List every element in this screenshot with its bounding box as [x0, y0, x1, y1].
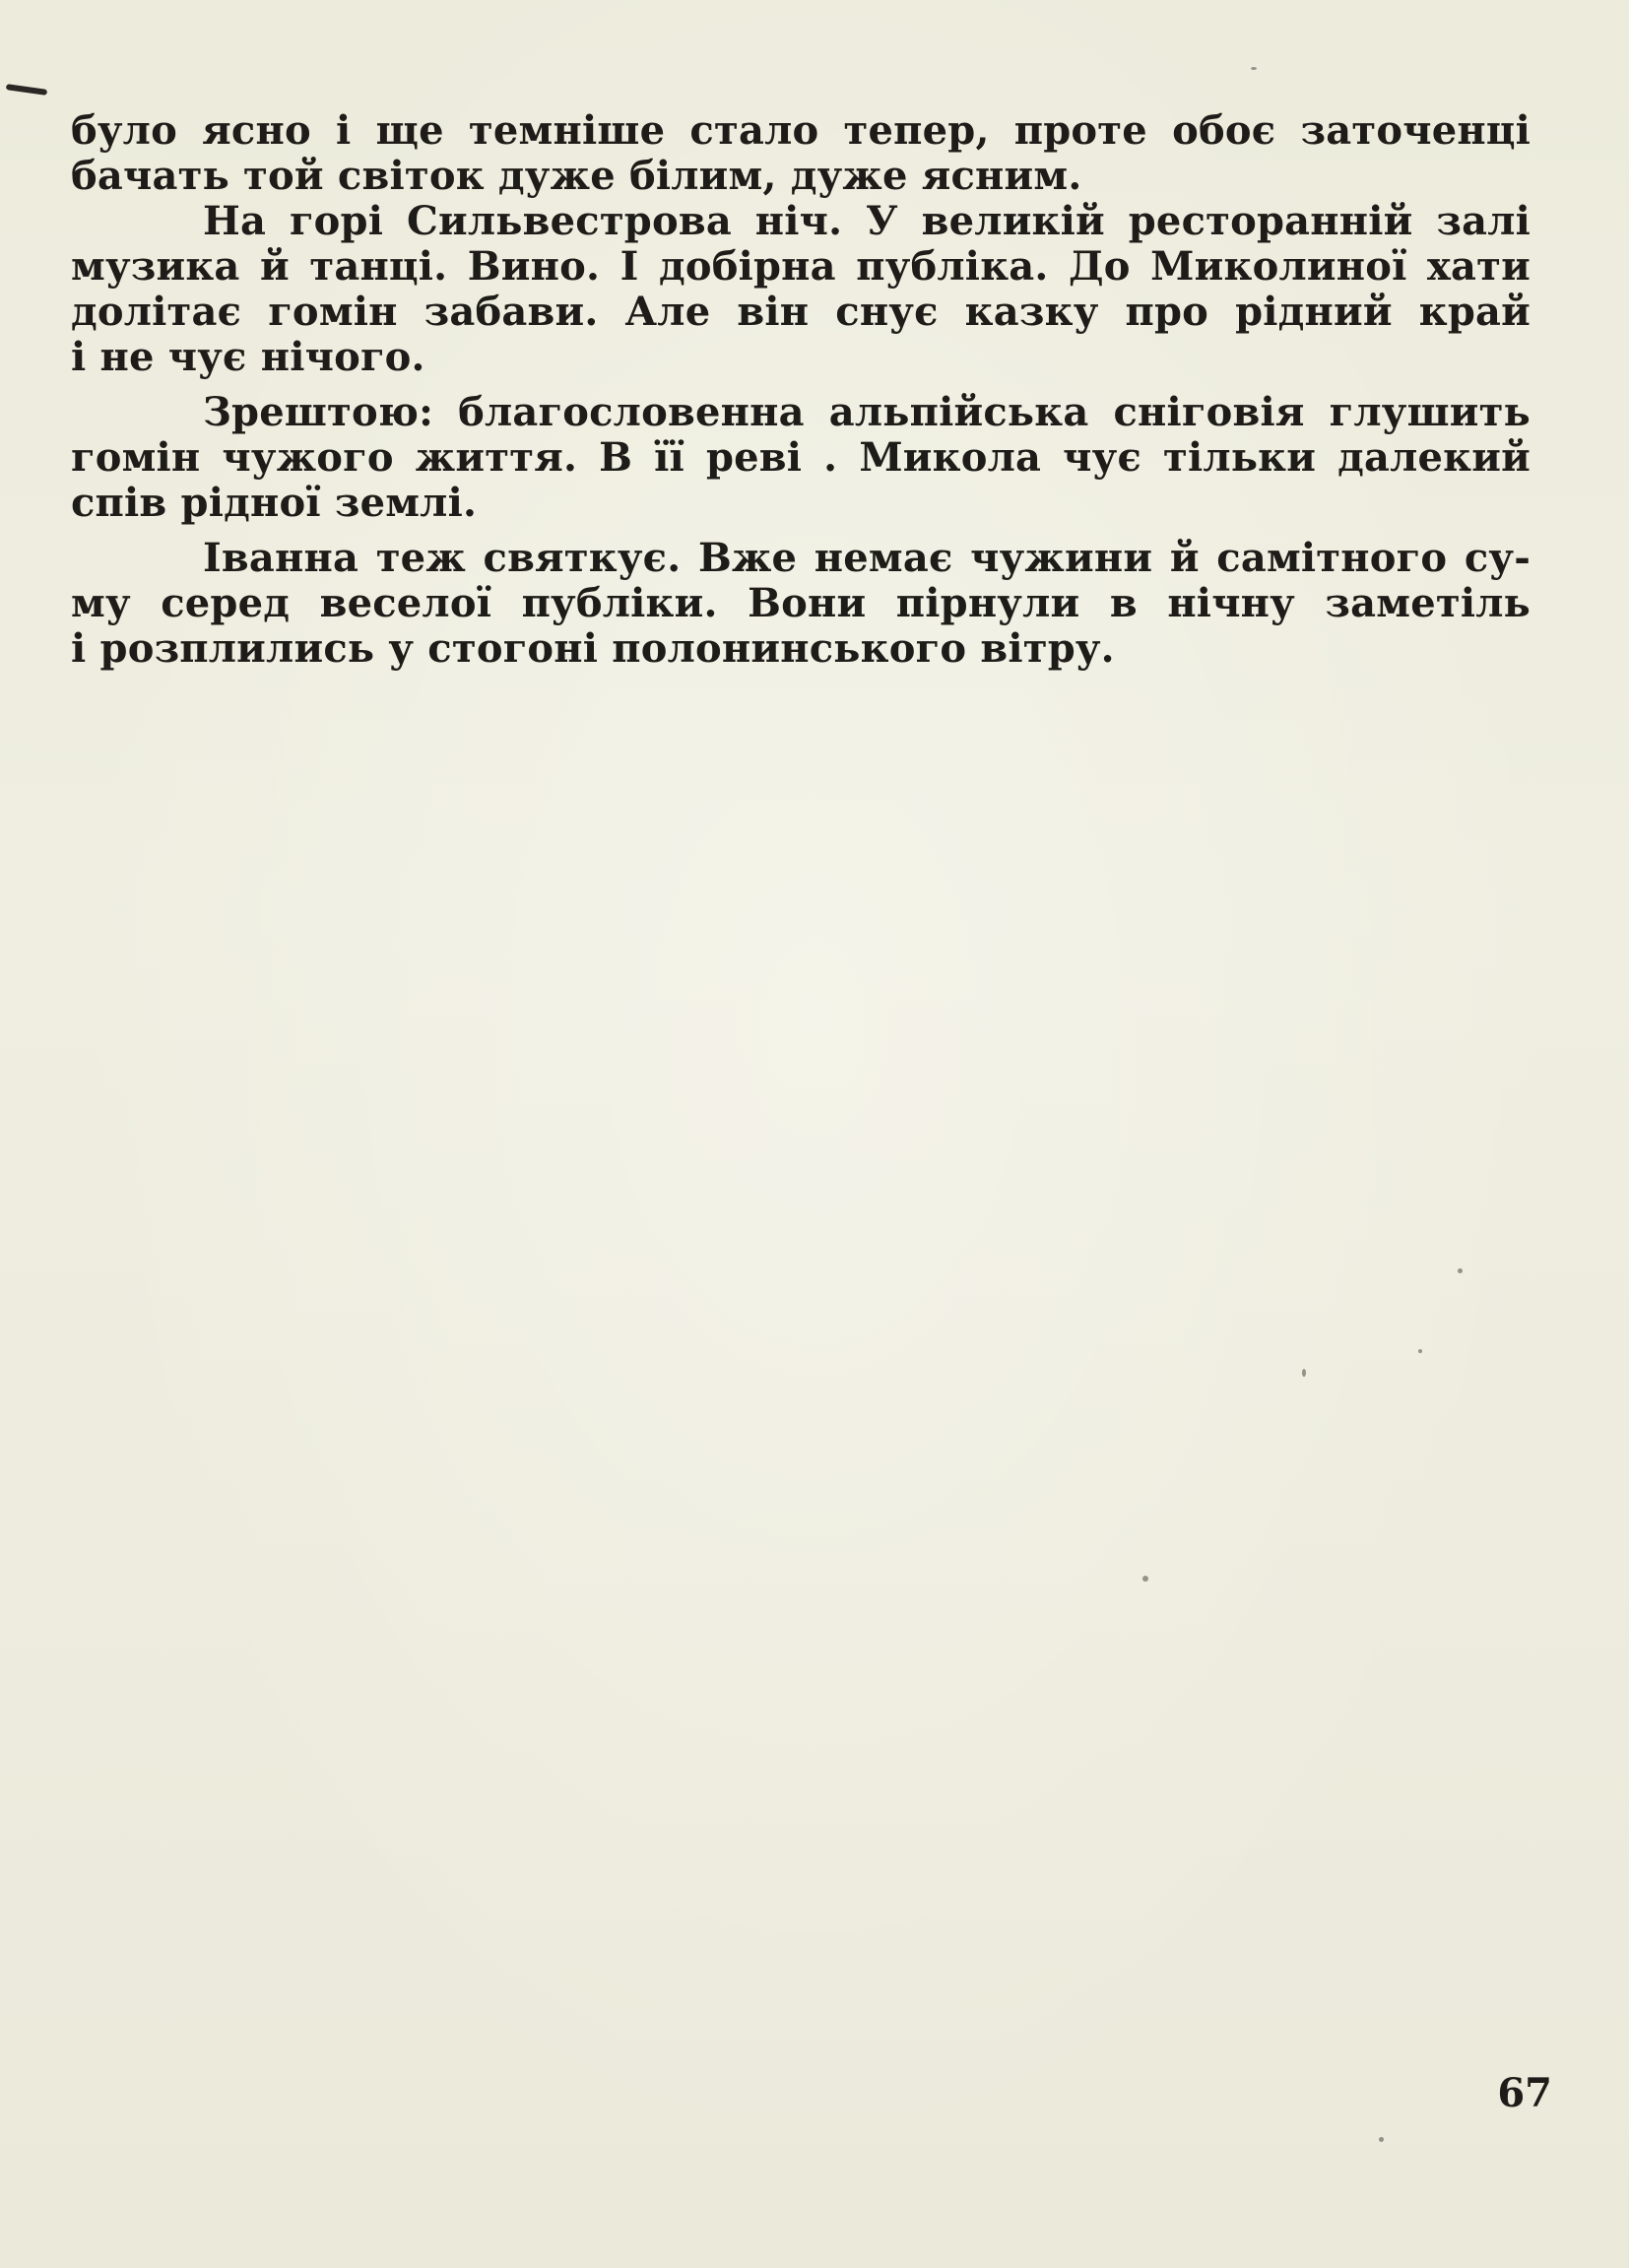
text-line: На горі Сильвестрова ніч. У великій ресторанній залі — [203, 198, 1531, 244]
text-line: спів рідної землі. — [71, 480, 478, 526]
margin-ink-mark — [6, 84, 47, 96]
text-line: Іванна теж святкує. Вже немає чужини й самітного су- — [203, 535, 1531, 581]
text-line: було ясно і ще темніше стало тепер, проте обоє заточенці — [71, 107, 1531, 154]
text-line: бачать той світок дуже білим, дуже ясним. — [71, 153, 1082, 199]
body-text — [71, 108, 1531, 672]
text-line: музика й танці. Вино. І добірна публіка. До Миколиної хати — [71, 243, 1531, 290]
paper-speck — [1142, 1576, 1148, 1582]
text-line: гомін чужого життя. В її реві . Микола чує тільки далекий — [71, 434, 1531, 481]
paragraph-1 — [71, 108, 1531, 199]
paper-speck — [1418, 1349, 1422, 1353]
paragraph-2 — [71, 199, 1531, 380]
text-line: му серед веселої публіки. Вони пірнули в нічну заметіль — [71, 580, 1531, 626]
text-line: долітає гомін забави. Але він снує казку про рідний край — [71, 289, 1531, 335]
paper-speck — [1379, 2137, 1384, 2142]
text-line: і розплились у стогоні полонинського вітру. — [71, 625, 1115, 672]
paragraph-3 — [71, 390, 1531, 526]
paper-speck — [1302, 1369, 1306, 1377]
paragraph-4 — [71, 536, 1531, 672]
page-number: 67 — [1497, 2070, 1552, 2116]
paper-speck — [1251, 67, 1257, 70]
paper-speck — [1458, 1268, 1463, 1273]
text-line: Зрештою: благословенна альпійська сніговія глушить — [203, 389, 1531, 435]
text-line: і не чує нічого. — [71, 334, 425, 380]
